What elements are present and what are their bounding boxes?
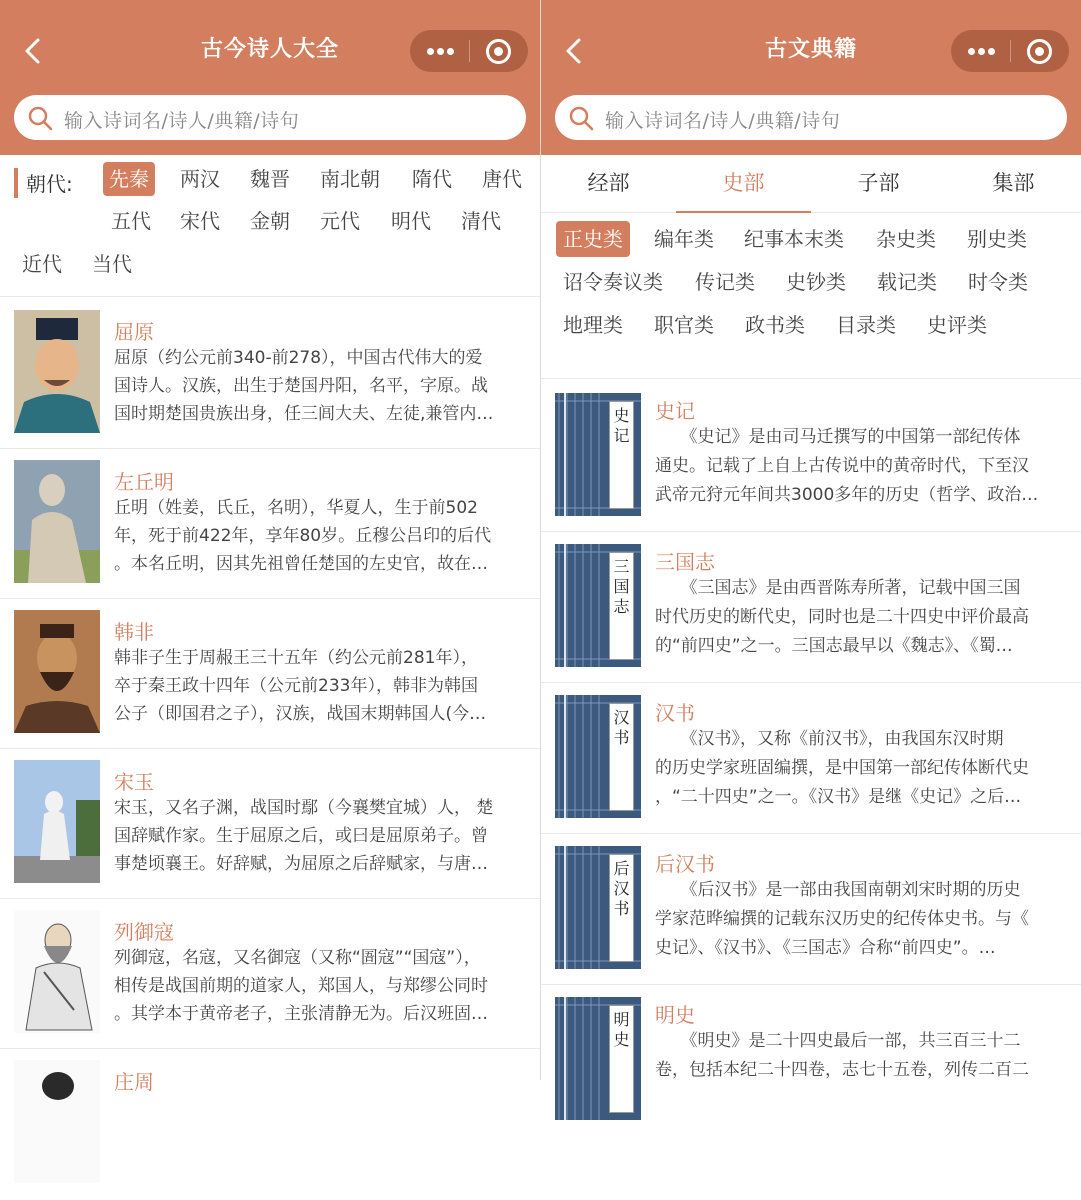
- capsule-menu: [951, 30, 1069, 72]
- category-chip[interactable]: 时令类: [968, 270, 1028, 294]
- poet-list-item[interactable]: [0, 300, 540, 450]
- poet-name: 韩非: [114, 620, 154, 644]
- poet-name: 庄周: [114, 1070, 154, 1094]
- book-list-item[interactable]: [541, 683, 1081, 834]
- dynasty-chip[interactable]: 近代: [22, 252, 62, 276]
- category-chip[interactable]: 政书类: [745, 313, 805, 337]
- dynasty-chip[interactable]: 明代: [391, 209, 431, 233]
- search-placeholder: 输入诗词名/诗人/典籍/诗句: [605, 110, 841, 132]
- poet-portrait: [14, 460, 100, 583]
- category-chip[interactable]: 传记类: [695, 270, 755, 294]
- active-tab-indicator: [676, 211, 811, 213]
- tab-zi[interactable]: 子部: [857, 171, 900, 195]
- page-title: 古文典籍: [764, 37, 857, 62]
- classics-panel: [540, 0, 1080, 1080]
- poet-portrait: [14, 1060, 100, 1183]
- book-title: 汉书: [655, 701, 695, 725]
- book-cover: [555, 997, 641, 1120]
- dynasty-chip[interactable]: 清代: [461, 209, 501, 233]
- category-chip[interactable]: 杂史类: [876, 227, 936, 251]
- tab-ji[interactable]: 集部: [992, 171, 1035, 195]
- dynasty-chip[interactable]: 金朝: [250, 209, 290, 233]
- divider: [541, 378, 1081, 379]
- poet-description: 屈原（约公元前340-前278），中国古代伟大的爱 国诗人。汉族，出生于楚国丹阳，名平，字原。战 国时期楚国贵族出身，任三闾大夫、左徒,兼管内…: [114, 348, 494, 424]
- category-chip[interactable]: 载记类: [877, 270, 937, 294]
- book-description: 《后汉书》是一部由我国南朝刘宋时期的历史 学家范晔编撰的记载东汉历史的纪传体史书。与《 史记》、《汉书》、《三国志》合称“前四史”。…: [655, 880, 1029, 958]
- poet-name: 列御寇: [114, 920, 174, 944]
- book-cover: [555, 544, 641, 667]
- dynasty-chip[interactable]: 先秦: [103, 162, 155, 196]
- poet-name: 屈原: [114, 320, 154, 344]
- dynasty-label: 朝代:: [26, 172, 73, 196]
- divider: [0, 1048, 540, 1049]
- poet-description: 列御寇，名寇，又名御寇（又称“圄寇”“国寇”）， 相传是战国前期的道家人，郑国人，与郑缪公同时 。其学本于黄帝老子，主张清静无为。后汉班固…: [114, 948, 488, 1024]
- book-description: 《明史》是二十四史最后一部，共三百三十二 卷，包括本纪二十四卷，志七十五卷，列传二百二: [655, 1031, 1029, 1080]
- dynasty-chip[interactable]: 两汉: [180, 167, 220, 191]
- book-list-item[interactable]: [541, 985, 1081, 1136]
- tab-shi[interactable]: 史部: [722, 171, 765, 195]
- book-title: 后汉书: [655, 852, 715, 876]
- poet-portrait: [14, 910, 100, 1033]
- dynasty-chip[interactable]: 唐代: [482, 167, 522, 191]
- more-dot-icon: [968, 48, 975, 55]
- category-chip[interactable]: 目录类: [836, 313, 896, 337]
- poet-list-item[interactable]: [0, 1050, 540, 1200]
- book-list-item[interactable]: [541, 834, 1081, 985]
- category-chip[interactable]: 职官类: [654, 313, 714, 337]
- poet-list-item[interactable]: [0, 750, 540, 900]
- book-list-item[interactable]: [541, 381, 1081, 532]
- more-dot-icon: [427, 48, 434, 55]
- section-marker: [14, 168, 18, 198]
- book-title: 三国志: [655, 550, 715, 574]
- search-input[interactable]: [555, 95, 1067, 140]
- dynasty-chip[interactable]: 当代: [92, 252, 132, 276]
- more-button[interactable]: [410, 30, 469, 72]
- more-dot-icon: [978, 48, 985, 55]
- search-placeholder: 输入诗词名/诗人/典籍/诗句: [64, 110, 300, 132]
- category-chip[interactable]: 正史类: [556, 221, 630, 257]
- poet-description: 丘明（姓姜，氏丘，名明），华夏人，生于前502 年，死于前422年，享年80岁。丘穆公吕印的后代 。本名丘明，因其先祖曾任楚国的左史官，故在…: [114, 498, 492, 574]
- capsule-menu: [410, 30, 528, 72]
- poet-portrait: [14, 610, 100, 733]
- divider: [0, 296, 540, 297]
- dynasty-chip[interactable]: 南北朝: [320, 167, 380, 191]
- category-chip[interactable]: 诏令奏议类: [563, 270, 663, 294]
- more-button[interactable]: [951, 30, 1010, 72]
- header-bar: [0, 0, 540, 155]
- poet-portrait: [14, 760, 100, 883]
- book-description: 《史记》是由司马迁撰写的中国第一部纪传体 通史。记载了上自上古传说中的黄帝时代，下至汉 武帝元狩元年间共3000多年的历史（哲学、政治…: [655, 427, 1039, 505]
- close-button[interactable]: [469, 30, 528, 72]
- more-dot-icon: [447, 48, 454, 55]
- dynasty-chip[interactable]: 元代: [320, 209, 360, 233]
- category-chip[interactable]: 地理类: [563, 313, 623, 337]
- poets-panel: [0, 0, 540, 1094]
- category-chip[interactable]: 史钞类: [786, 270, 846, 294]
- poet-description: 宋玉，又名子渊，战国时鄢（今襄樊宜城）人， 楚 国辞赋作家。生于屈原之后，或曰是屈原弟子。曾 事楚顷襄王。好辞赋，为屈原之后辞赋家，与唐…: [114, 798, 494, 874]
- divider: [0, 748, 540, 749]
- header-bar: [541, 0, 1081, 155]
- book-cover-label: 史 记: [609, 401, 634, 509]
- tab-jing[interactable]: 经部: [587, 171, 630, 195]
- poet-name: 宋玉: [114, 770, 154, 794]
- poet-description: 韩非子生于周赧王三十五年（约公元前281年）， 卒于秦王政十四年（公元前233年），韩非为韩国 公子（即国君之子），汉族，战国末期韩国人(今…: [114, 648, 487, 724]
- dynasty-chip[interactable]: 魏晋: [250, 167, 290, 191]
- divider: [0, 898, 540, 899]
- divider: [0, 448, 540, 449]
- book-cover-label: 汉 书: [609, 703, 634, 811]
- book-cover: [555, 846, 641, 969]
- search-icon: [567, 104, 595, 132]
- dynasty-chip[interactable]: 五代: [111, 209, 151, 233]
- category-tabs: [541, 155, 1081, 213]
- dynasty-chip[interactable]: 宋代: [180, 209, 220, 233]
- book-title: 史记: [655, 399, 695, 423]
- more-dot-icon: [437, 48, 444, 55]
- book-description: 《三国志》是由西晋陈寿所著，记载中国三国 时代历史的断代史，同时也是二十四史中评价最高 的“前四史”之一。三国志最早以《魏志》、《蜀…: [655, 578, 1029, 656]
- book-list-item[interactable]: [541, 532, 1081, 683]
- divider: [0, 598, 540, 599]
- close-button[interactable]: [1010, 30, 1069, 72]
- book-cover: [555, 695, 641, 818]
- book-cover: [555, 393, 641, 516]
- search-icon: [26, 104, 54, 132]
- poet-list-item[interactable]: [0, 450, 540, 600]
- book-description: 《汉书》，又称《前汉书》，由我国东汉时期 的历史学家班固编撰，是中国第一部纪传体断代史 ，“二十四史”之一。《汉书》是继《史记》之后…: [655, 729, 1029, 807]
- poet-list-item[interactable]: [0, 900, 540, 1050]
- category-chip[interactable]: 别史类: [967, 227, 1027, 251]
- category-chip[interactable]: 史评类: [927, 313, 987, 337]
- book-cover-label: 明 史: [609, 1005, 634, 1113]
- page-title: 古今诗人大全: [200, 37, 339, 62]
- category-chip[interactable]: 纪事本末类: [744, 227, 844, 251]
- search-input[interactable]: [14, 95, 526, 140]
- poet-portrait: [14, 310, 100, 433]
- more-dot-icon: [988, 48, 995, 55]
- dynasty-chip[interactable]: 隋代: [412, 167, 452, 191]
- poet-list-item[interactable]: [0, 600, 540, 750]
- poet-name: 左丘明: [114, 470, 174, 494]
- book-title: 明史: [655, 1003, 695, 1027]
- book-cover-label: 三 国 志: [609, 552, 634, 660]
- category-chip[interactable]: 编年类: [654, 227, 714, 251]
- book-cover-label: 后 汉 书: [609, 854, 634, 962]
